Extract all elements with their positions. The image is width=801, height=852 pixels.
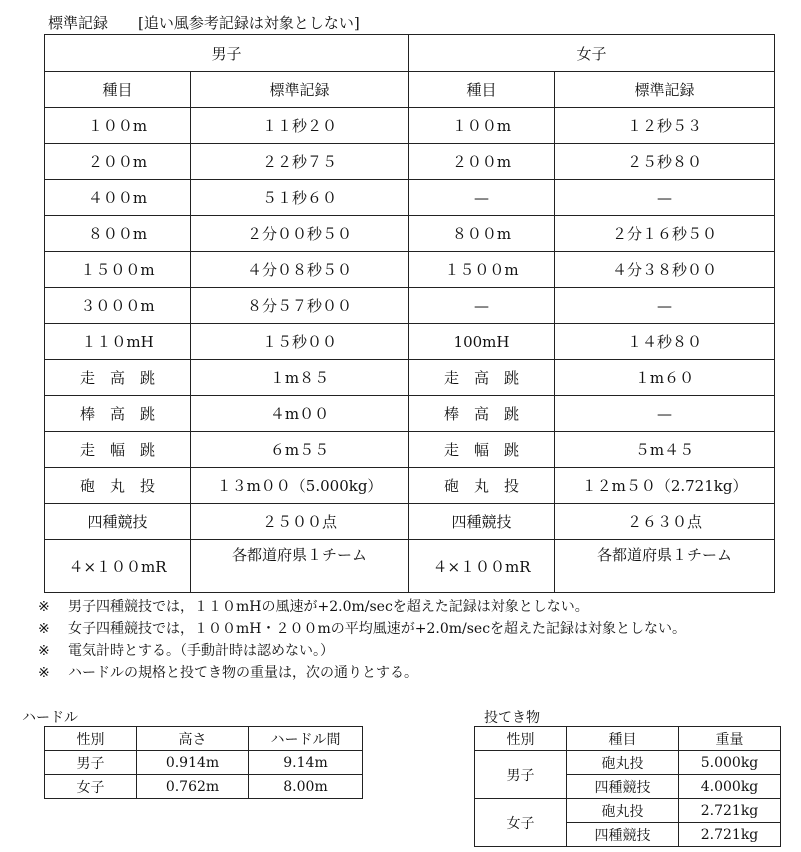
- men-event-header: 種目: [45, 72, 191, 108]
- men-standard-header: 標準記録: [191, 72, 409, 108]
- men-event-cell: １１０mH: [45, 324, 191, 360]
- women-standard-cell: １m６０: [555, 360, 775, 396]
- column-header: 種目: [567, 727, 679, 751]
- table-cell: 男子: [45, 751, 137, 775]
- men-standard-cell: ５１秒６０: [191, 180, 409, 216]
- table-row: [45, 540, 775, 593]
- note-mark: ※: [38, 665, 50, 681]
- women-event-cell: 走 幅 跳: [409, 432, 555, 468]
- note-text: 女子四種競技では，１００mH・２００mの平均風速が+2.0m/secを超えた記録は対象としない。: [68, 621, 687, 637]
- men-standard-cell: ２分００秒５０: [191, 216, 409, 252]
- men-standard-cell: 各都道府県１チーム: [191, 540, 409, 593]
- women-event-cell: ４×１００mR: [409, 540, 555, 593]
- note-mark: ※: [38, 621, 50, 637]
- women-event-cell: １５００m: [409, 252, 555, 288]
- note-item: [38, 596, 686, 618]
- table-row: [45, 180, 775, 216]
- column-header: 性別: [45, 727, 137, 751]
- men-event-cell: ４００m: [45, 180, 191, 216]
- note-item: [38, 640, 686, 662]
- men-standard-cell: ４m００: [191, 396, 409, 432]
- women-event-cell: 100mH: [409, 324, 555, 360]
- men-event-cell: 走 高 跳: [45, 360, 191, 396]
- table-cell: 8.00m: [249, 775, 363, 799]
- page-title: 標準記録 [追い風参考記録は対象としない]: [48, 14, 360, 32]
- women-standard-cell: —: [555, 288, 775, 324]
- women-standard-cell: ２５秒８０: [555, 144, 775, 180]
- men-event-cell: １５００m: [45, 252, 191, 288]
- women-standard-header: 標準記録: [555, 72, 775, 108]
- table-row: [45, 432, 775, 468]
- men-standard-cell: １１秒２０: [191, 108, 409, 144]
- men-event-cell: ４×１００mR: [45, 540, 191, 593]
- men-standard-cell: １３m００（5.000kg）: [191, 468, 409, 504]
- men-standard-cell: １５秒００: [191, 324, 409, 360]
- table-cell: 9.14m: [249, 751, 363, 775]
- women-event-cell: 砲 丸 投: [409, 468, 555, 504]
- women-event-cell: ８００m: [409, 216, 555, 252]
- note-text: 男子四種競技では，１１０mHの風速が+2.0m/secを超えた記録は対象としない。: [68, 599, 589, 615]
- women-event-cell: １００m: [409, 108, 555, 144]
- table-row: [45, 216, 775, 252]
- men-event-cell: 四種競技: [45, 504, 191, 540]
- note-mark: ※: [38, 599, 50, 615]
- table-header-row: [475, 727, 781, 751]
- note-mark: ※: [38, 643, 50, 659]
- hurdle-title: ハードル: [22, 710, 78, 726]
- weight-cell: 5.000kg: [679, 751, 781, 775]
- weight-cell: 2.721kg: [679, 823, 781, 847]
- women-event-cell: 走 高 跳: [409, 360, 555, 396]
- men-standard-cell: ６m５５: [191, 432, 409, 468]
- women-standard-cell: —: [555, 180, 775, 216]
- table-cell: 0.914m: [137, 751, 249, 775]
- women-standard-cell: ４分３８秒００: [555, 252, 775, 288]
- men-standard-cell: ２５００点: [191, 504, 409, 540]
- men-standard-cell: ４分０８秒５０: [191, 252, 409, 288]
- women-event-cell: —: [409, 288, 555, 324]
- women-standard-cell: １２秒５３: [555, 108, 775, 144]
- table-header-row: [45, 727, 363, 751]
- column-header: 性別: [475, 727, 567, 751]
- event-cell: 砲丸投: [567, 799, 679, 823]
- note-item: [38, 662, 686, 684]
- table-row: [45, 252, 775, 288]
- men-standard-cell: ８分５７秒００: [191, 288, 409, 324]
- event-cell: 四種競技: [567, 823, 679, 847]
- hurdle-table: [44, 726, 363, 799]
- women-header: 女子: [409, 35, 775, 72]
- note-text: 電気計時とする。（手動計時は認めない。）: [68, 643, 334, 659]
- men-event-cell: １００m: [45, 108, 191, 144]
- weight-cell: 4.000kg: [679, 775, 781, 799]
- table-row: [45, 396, 775, 432]
- men-event-cell: 棒 高 跳: [45, 396, 191, 432]
- women-standard-cell: １２m５０（2.721kg）: [555, 468, 775, 504]
- table-row: [45, 288, 775, 324]
- men-standard-cell: ２２秒７５: [191, 144, 409, 180]
- women-standard-cell: 各都道府県１チーム: [555, 540, 775, 593]
- men-event-cell: ２００m: [45, 144, 191, 180]
- table-row: [45, 144, 775, 180]
- throw-table: [474, 726, 781, 847]
- event-cell: 砲丸投: [567, 751, 679, 775]
- table-row: [45, 108, 775, 144]
- table-row: [45, 468, 775, 504]
- men-header: 男子: [45, 35, 409, 72]
- weight-cell: 2.721kg: [679, 799, 781, 823]
- women-event-cell: ２００m: [409, 144, 555, 180]
- table-row: [45, 324, 775, 360]
- women-event-cell: 四種競技: [409, 504, 555, 540]
- standard-records-table: [44, 34, 775, 593]
- men-standard-cell: １m８５: [191, 360, 409, 396]
- table-row: [45, 775, 363, 799]
- women-event-cell: —: [409, 180, 555, 216]
- table-cell: 女子: [45, 775, 137, 799]
- column-header: ハードル間: [249, 727, 363, 751]
- table-row: [475, 799, 781, 823]
- women-standard-cell: —: [555, 396, 775, 432]
- table-row: [45, 360, 775, 396]
- throw-title: 投てき物: [484, 710, 540, 726]
- column-header: 高さ: [137, 727, 249, 751]
- women-standard-cell: １４秒８０: [555, 324, 775, 360]
- note-item: [38, 618, 686, 640]
- men-event-cell: ３０００m: [45, 288, 191, 324]
- women-standard-cell: ２分１６秒５０: [555, 216, 775, 252]
- table-row: [45, 504, 775, 540]
- women-standard-cell: ５m４５: [555, 432, 775, 468]
- table-row: [45, 751, 363, 775]
- women-event-cell: 棒 高 跳: [409, 396, 555, 432]
- notes-list: [38, 596, 686, 684]
- column-header: 重量: [679, 727, 781, 751]
- women-standard-cell: ２６３０点: [555, 504, 775, 540]
- table-row: [475, 751, 781, 775]
- table-cell: 0.762m: [137, 775, 249, 799]
- men-event-cell: ８００m: [45, 216, 191, 252]
- gender-cell: 女子: [475, 799, 567, 847]
- men-event-cell: 走 幅 跳: [45, 432, 191, 468]
- women-event-header: 種目: [409, 72, 555, 108]
- men-event-cell: 砲 丸 投: [45, 468, 191, 504]
- event-cell: 四種競技: [567, 775, 679, 799]
- gender-cell: 男子: [475, 751, 567, 799]
- note-text: ハードルの規格と投てき物の重量は，次の通りとする。: [68, 665, 418, 681]
